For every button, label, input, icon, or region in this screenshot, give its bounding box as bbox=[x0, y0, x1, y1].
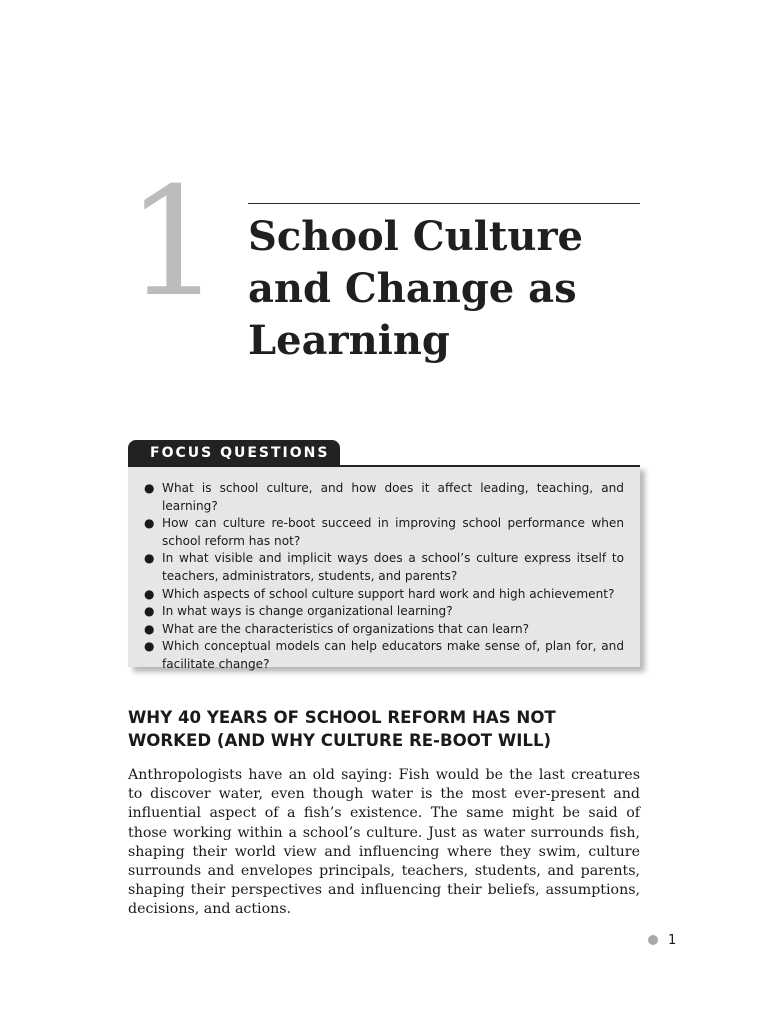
focus-question-item: ● In what visible and implicit ways does a school’s culture express itself to teachers, administrators, students, and parents? bbox=[144, 551, 624, 583]
focus-question-item: ● Which aspects of school culture support hard work and high achievement? bbox=[144, 586, 624, 604]
chapter-number: 1 bbox=[126, 156, 218, 330]
bullet-icon: ● bbox=[144, 481, 155, 495]
bullet-icon: ● bbox=[144, 604, 155, 619]
focus-question-item: ● Which conceptual models can help educators make sense of, plan for, and facilitate change? bbox=[144, 639, 624, 671]
section-heading: WHY 40 YEARS OF SCHOOL REFORM HAS NOT WORKED (AND WHY CULTURE RE-BOOT WILL) bbox=[128, 708, 556, 750]
focus-questions-list bbox=[144, 480, 624, 674]
page-number: 1 bbox=[668, 932, 677, 948]
page-dot-icon bbox=[648, 935, 658, 945]
bullet-icon: ● bbox=[144, 516, 155, 531]
focus-question-item: ● What is school culture, and how does it affect leading, teaching, and learning? bbox=[144, 481, 624, 513]
focus-questions-box bbox=[128, 465, 640, 671]
bullet-icon: ● bbox=[144, 639, 155, 654]
chapter-title: School Culture and Change as Learning bbox=[248, 213, 583, 364]
focus-question-item: ● How can culture re-boot succeed in improving school performance when school reform has not? bbox=[144, 516, 624, 548]
focus-questions-heading: FOCUS QUESTIONS bbox=[128, 440, 340, 466]
focus-question-item: ● What are the characteristics of organizations that can learn? bbox=[144, 621, 624, 639]
chapter-title-rule bbox=[248, 203, 640, 204]
focus-question-item: ● In what ways is change organizational learning? bbox=[144, 603, 624, 621]
bullet-icon: ● bbox=[144, 551, 155, 566]
bullet-icon: ● bbox=[144, 586, 155, 601]
body-paragraph: Anthropologists have an old saying: Fish would be the last creatures to discover water, even though water is the most ever-present and influential aspect of a fish’s existence. The same might be said of those working within a school’s culture. Just as water surrounds fish, shaping their world view and influencing where they swim, culture surrounds and envelopes principals, teachers, students, and parents, shaping their perspectives and influencing their beliefs, assumptions, decisions, and actions. bbox=[128, 767, 640, 918]
bullet-icon: ● bbox=[144, 621, 155, 636]
page-footer bbox=[648, 930, 676, 950]
